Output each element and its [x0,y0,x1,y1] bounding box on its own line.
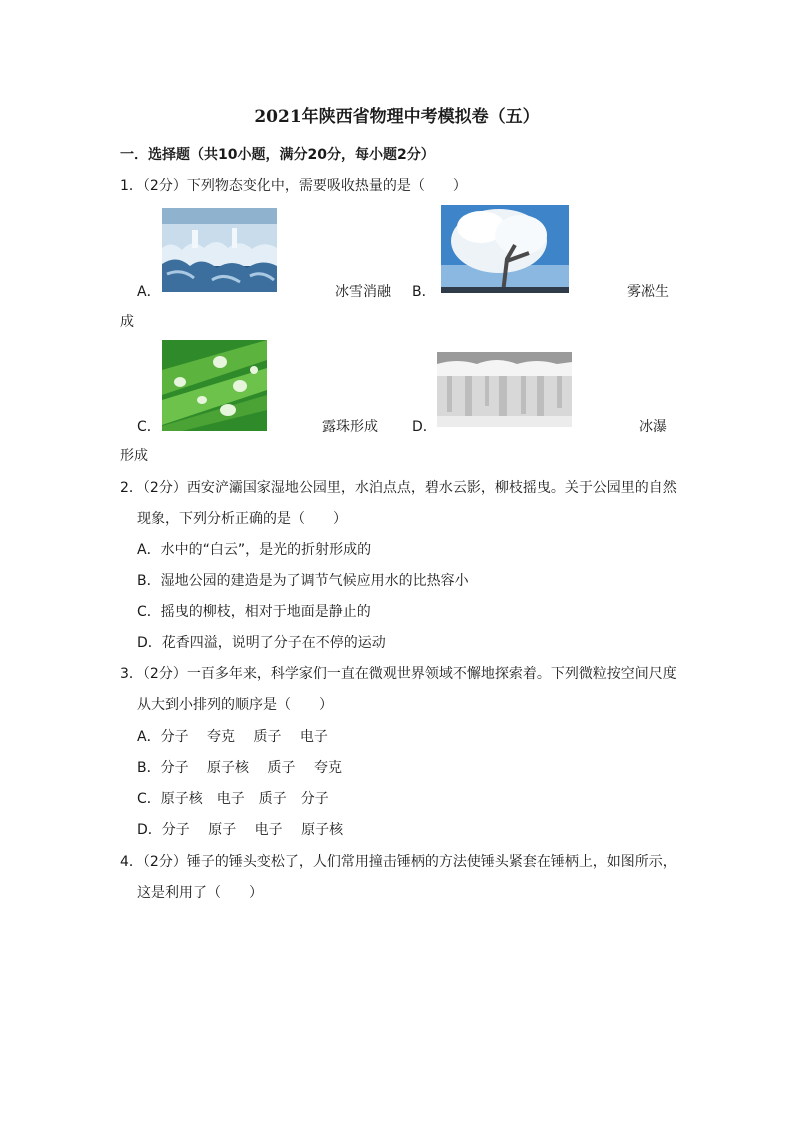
q2-option-c: C．摇曳的柳枝，相对于地面是静止的 [137,604,371,620]
q1-option-d-text: 冰瀑 [639,419,667,435]
question-4-stem-cont: 这是利用了（ ） [137,885,263,901]
question-3-stem: 3．（2分）一百多年来，科学家们一直在微观世界领域不懈地探索着。下列微粒按空间尺度 [120,666,677,682]
q2-option-d: D．花香四溢，说明了分子在不停的运动 [137,635,386,651]
ice-melting-image [162,208,277,292]
q1-option-a-text: 冰雪消融 [335,284,391,300]
q1-option-b-text: 雾凇生 [627,284,669,300]
rime-tree-image [441,205,569,293]
q1-option-a-letter: A． [137,284,161,300]
q3-option-d: D．分子 原子 电子 原子核 [137,822,344,838]
q2-option-b: B．湿地公园的建造是为了调节气候应用水的比热容小 [137,573,469,589]
q1-option-c-text: 露珠形成 [322,419,378,435]
q3-option-b: B．分子 原子核 质子 夸克 [137,760,342,776]
question-2-stem-cont: 现象，下列分析正确的是（ ） [137,511,347,527]
question-1-stem: 1．（2分）下列物态变化中，需要吸收热量的是（ ） [120,178,467,194]
question-4-stem: 4．（2分）锤子的锤头变松了，人们常用撞击锤柄的方法使锤头紧套在锤柄上，如图所示， [120,854,677,870]
q1-option-d-text-cont: 形成 [120,448,148,464]
q3-option-a: A．分子 夸克 质子 电子 [137,729,328,745]
question-2-stem: 2．（2分）西安浐灞国家湿地公园里，水泊点点，碧水云影，柳枝摇曳。关于公园里的自然 [120,480,677,496]
frozen-waterfall-image [437,352,572,427]
q1-option-b-text-cont: 成 [120,314,134,330]
q3-option-c: C．原子核 电子 质子 分子 [137,791,329,807]
dew-drops-image [162,340,267,431]
q1-option-d-letter: D． [412,419,437,435]
exam-title: 2021年陕西省物理中考模拟卷（五） [254,107,540,127]
question-3-stem-cont: 从大到小排列的顺序是（ ） [137,697,333,713]
q2-option-a: A．水中的“白云”，是光的折射形成的 [137,542,372,558]
q1-option-c-letter: C． [137,419,161,435]
q1-option-b-letter: B． [412,284,436,300]
section-heading: 一．选择题（共10小题，满分20分，每小题2分） [120,147,435,163]
